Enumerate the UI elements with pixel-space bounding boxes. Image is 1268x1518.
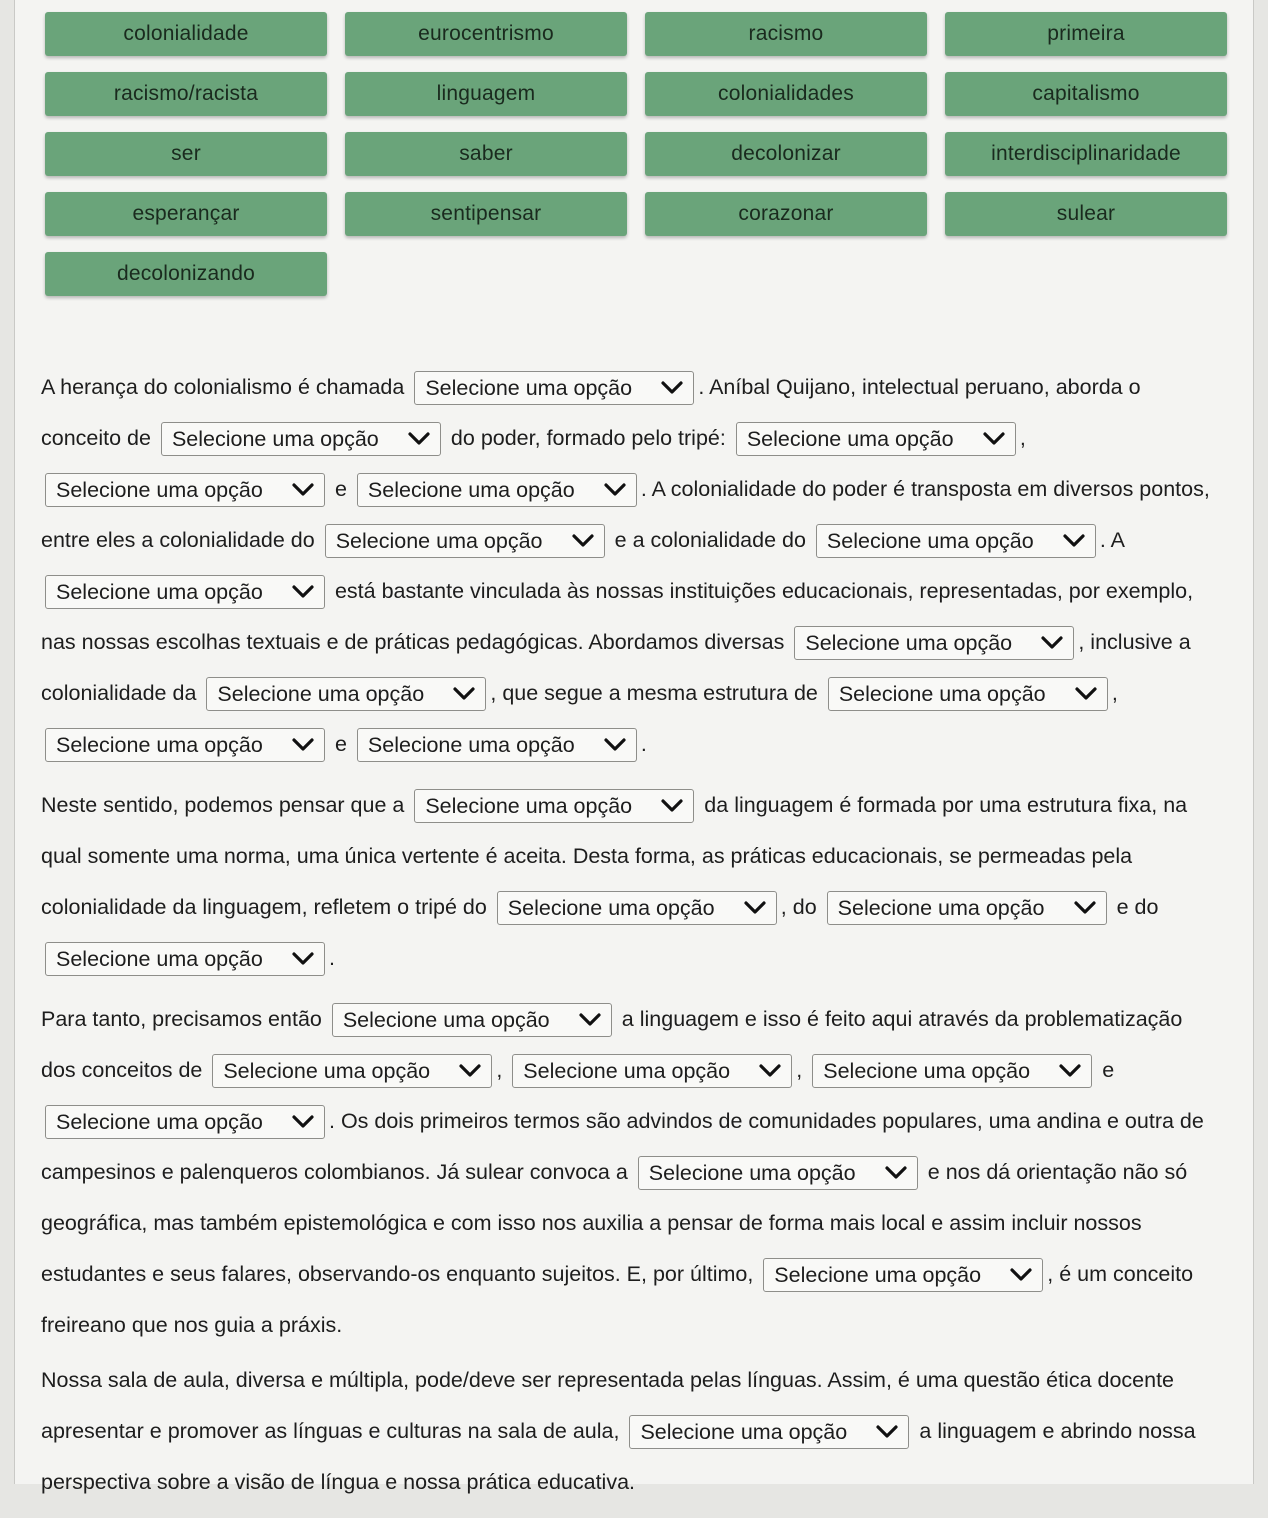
paragraph-text: A herança do colonialismo é chamada xyxy=(41,375,411,399)
paragraph-text: , do xyxy=(780,895,823,919)
word-chip[interactable]: decolonizar xyxy=(645,132,927,176)
paragraph-text: , xyxy=(1019,426,1026,450)
paragraph-text: e xyxy=(329,732,353,756)
answer-dropdown-23[interactable] xyxy=(638,1156,918,1190)
chevron-down-icon xyxy=(661,799,683,813)
chevron-down-icon xyxy=(292,483,314,497)
chevron-down-icon xyxy=(292,585,314,599)
paragraph-text: e a colonialidade do xyxy=(608,528,812,552)
answer-dropdown-24[interactable] xyxy=(763,1258,1043,1292)
answer-dropdown-21[interactable] xyxy=(812,1054,1092,1088)
paragraph-text: e nos dá orientação não só geográfica, mas também epistemológica e com isso nos auxilia a pensar de forma mais local e assim incluir nossos estudantes e seus falares, observando-os enquanto sujeitos. E, por último, xyxy=(41,1160,1188,1286)
chevron-down-icon xyxy=(1075,687,1097,701)
chevron-down-icon xyxy=(885,1166,907,1180)
answer-dropdown-10[interactable] xyxy=(206,677,486,711)
answer-dropdown-17[interactable] xyxy=(45,942,325,976)
dropdown-placeholder: Selecione uma opção xyxy=(823,1058,1031,1083)
word-chip[interactable]: linguagem xyxy=(345,72,627,116)
answer-dropdown-2[interactable] xyxy=(161,422,441,456)
word-chip[interactable]: saber xyxy=(345,132,627,176)
word-chip[interactable]: primeira xyxy=(945,12,1227,56)
paragraph-text: , que segue a mesma estrutura de xyxy=(490,681,824,705)
answer-dropdown-6[interactable] xyxy=(325,524,605,558)
word-chip[interactable]: corazonar xyxy=(645,192,927,236)
chevron-down-icon xyxy=(983,432,1005,446)
chevron-down-icon xyxy=(292,1115,314,1129)
chevron-down-icon xyxy=(661,381,683,395)
answer-dropdown-13[interactable] xyxy=(357,728,637,762)
paragraph-text: , xyxy=(796,1058,809,1082)
paragraph-text: Nossa sala de aula, diversa e múltipla, pode/deve ser representada pelas línguas. Assim, é uma questão ética docente apresentar e promover as línguas e culturas na sala de aula, xyxy=(41,1368,1175,1443)
paragraph-text: a linguagem e abrindo nossa perspectiva sobre a visão de língua e nossa prática educativa. xyxy=(41,1419,1196,1494)
chevron-down-icon xyxy=(292,738,314,752)
answer-dropdown-9[interactable] xyxy=(794,626,1074,660)
dropdown-placeholder: Selecione uma opção xyxy=(805,630,1013,655)
chevron-down-icon xyxy=(572,534,594,548)
answer-dropdown-3[interactable] xyxy=(736,422,1016,456)
chevron-down-icon xyxy=(1063,534,1085,548)
answer-dropdown-18[interactable] xyxy=(332,1003,612,1037)
chevron-down-icon xyxy=(876,1425,898,1439)
dropdown-placeholder: Selecione uma opção xyxy=(640,1419,848,1444)
answer-dropdown-1[interactable] xyxy=(414,371,694,405)
paragraph-text: . A xyxy=(1099,528,1124,552)
dropdown-placeholder: Selecione uma opção xyxy=(342,1007,550,1032)
chevron-down-icon xyxy=(759,1064,781,1078)
paragraph xyxy=(41,362,1221,770)
answer-dropdown-4[interactable] xyxy=(45,473,325,507)
paragraph-text: . Aníbal Quijano, intelectual peruano, aborda o conceito de xyxy=(41,375,1141,450)
word-bank xyxy=(45,12,1235,296)
dropdown-placeholder: Selecione uma opção xyxy=(648,1160,856,1185)
chevron-down-icon xyxy=(453,687,475,701)
answer-dropdown-11[interactable] xyxy=(828,677,1108,711)
dropdown-placeholder: Selecione uma opção xyxy=(56,946,263,971)
chevron-down-icon xyxy=(1059,1064,1081,1078)
dropdown-placeholder: Selecione uma opção xyxy=(746,426,954,451)
chevron-down-icon xyxy=(408,432,430,446)
chevron-down-icon xyxy=(604,483,626,497)
chevron-down-icon xyxy=(1074,901,1096,915)
quiz-page xyxy=(14,0,1254,1494)
dropdown-placeholder: Selecione uma opção xyxy=(837,895,1045,920)
chevron-down-icon xyxy=(1041,636,1063,650)
answer-dropdown-25[interactable] xyxy=(629,1415,909,1449)
answer-dropdown-8[interactable] xyxy=(45,575,325,609)
chevron-down-icon xyxy=(604,738,626,752)
answer-dropdown-5[interactable] xyxy=(357,473,637,507)
chevron-down-icon xyxy=(579,1013,601,1027)
word-chip[interactable]: sulear xyxy=(945,192,1227,236)
answer-dropdown-19[interactable] xyxy=(212,1054,492,1088)
word-chip[interactable]: capitalismo xyxy=(945,72,1227,116)
paragraph xyxy=(41,1355,1221,1508)
answer-dropdown-7[interactable] xyxy=(816,524,1096,558)
word-chip[interactable]: colonialidades xyxy=(645,72,927,116)
dropdown-placeholder: Selecione uma opção xyxy=(425,793,633,818)
chevron-down-icon xyxy=(1010,1268,1032,1282)
dropdown-placeholder: Selecione uma opção xyxy=(367,477,575,502)
dropdown-placeholder: Selecione uma opção xyxy=(826,528,1034,553)
dropdown-placeholder: Selecione uma opção xyxy=(425,375,633,400)
word-chip[interactable]: interdisciplinaridade xyxy=(945,132,1227,176)
paragraph-text: Para tanto, precisamos então xyxy=(41,1007,328,1031)
chevron-down-icon xyxy=(459,1064,481,1078)
paragraph-text: , xyxy=(1111,681,1118,705)
answer-dropdown-14[interactable] xyxy=(414,789,694,823)
paragraph-text: , xyxy=(496,1058,509,1082)
word-chip[interactable]: decolonizando xyxy=(45,252,327,296)
dropdown-placeholder: Selecione uma opção xyxy=(56,477,263,502)
word-chip[interactable]: esperançar xyxy=(45,192,327,236)
word-chip[interactable]: racismo/racista xyxy=(45,72,327,116)
word-chip[interactable]: eurocentrismo xyxy=(345,12,627,56)
word-chip[interactable]: racismo xyxy=(645,12,927,56)
paragraph-text: a linguagem e isso é feito aqui através da problematização dos conceitos de xyxy=(41,1007,1183,1082)
dropdown-placeholder: Selecione uma opção xyxy=(335,528,543,553)
dropdown-placeholder: Selecione uma opção xyxy=(523,1058,731,1083)
chevron-down-icon xyxy=(292,952,314,966)
paragraph-text: . xyxy=(640,732,647,756)
paragraph-text: Neste sentido, podemos pensar que a xyxy=(41,793,411,817)
paragraph-text: . A colonialidade do poder é transposta em diversos pontos, entre eles a colonialidade do xyxy=(41,477,1210,552)
paragraph-text: e xyxy=(329,477,353,501)
dropdown-placeholder: Selecione uma opção xyxy=(367,732,575,757)
paragraph xyxy=(41,994,1221,1351)
answer-dropdown-20[interactable] xyxy=(512,1054,792,1088)
dropdown-placeholder: Selecione uma opção xyxy=(56,1109,263,1134)
paragraph-text: , inclusive a colonialidade da xyxy=(41,630,1191,705)
chevron-down-icon xyxy=(744,901,766,915)
cloze-text xyxy=(41,362,1221,1518)
paragraph-text: está bastante vinculada às nossas instituições educacionais, representadas, por exemplo, nas nossas escolhas textuais e de práticas pedagógicas. Abordamos diversas xyxy=(41,579,1194,654)
paragraph-text: do poder, formado pelo tripé: xyxy=(444,426,732,450)
dropdown-placeholder: Selecione uma opção xyxy=(56,732,263,757)
answer-dropdown-15[interactable] xyxy=(497,891,777,925)
answer-dropdown-22[interactable] xyxy=(45,1105,325,1139)
word-chip[interactable]: ser xyxy=(45,132,327,176)
paragraph-text: . xyxy=(329,946,335,970)
paragraph-text: , é um conceito freireano que nos guia a práxis. xyxy=(41,1262,1194,1337)
dropdown-placeholder: Selecione uma opção xyxy=(774,1262,982,1287)
paragraph-text: e xyxy=(1096,1058,1115,1082)
word-chip[interactable]: colonialidade xyxy=(45,12,327,56)
dropdown-placeholder: Selecione uma opção xyxy=(56,579,263,604)
answer-dropdown-16[interactable] xyxy=(827,891,1107,925)
dropdown-placeholder: Selecione uma opção xyxy=(223,1058,431,1083)
dropdown-placeholder: Selecione uma opção xyxy=(171,426,379,451)
paragraph xyxy=(41,780,1221,984)
dropdown-placeholder: Selecione uma opção xyxy=(838,681,1046,706)
word-chip[interactable]: sentipensar xyxy=(345,192,627,236)
paragraph-text: . Os dois primeiros termos são advindos de comunidades populares, uma andina e outra de campesinos e palenqueros colombianos. Já sulear convoca a xyxy=(41,1109,1204,1184)
answer-dropdown-12[interactable] xyxy=(45,728,325,762)
dropdown-placeholder: Selecione uma opção xyxy=(217,681,425,706)
paragraph-text: e do xyxy=(1110,895,1159,919)
dropdown-placeholder: Selecione uma opção xyxy=(507,895,715,920)
paragraph-text: da linguagem é formada por uma estrutura fixa, na qual somente uma norma, uma única vertente é aceita. Desta forma, as práticas educacionais, se permeadas pela colonialidade da linguagem, refletem o tripé do xyxy=(41,793,1188,919)
